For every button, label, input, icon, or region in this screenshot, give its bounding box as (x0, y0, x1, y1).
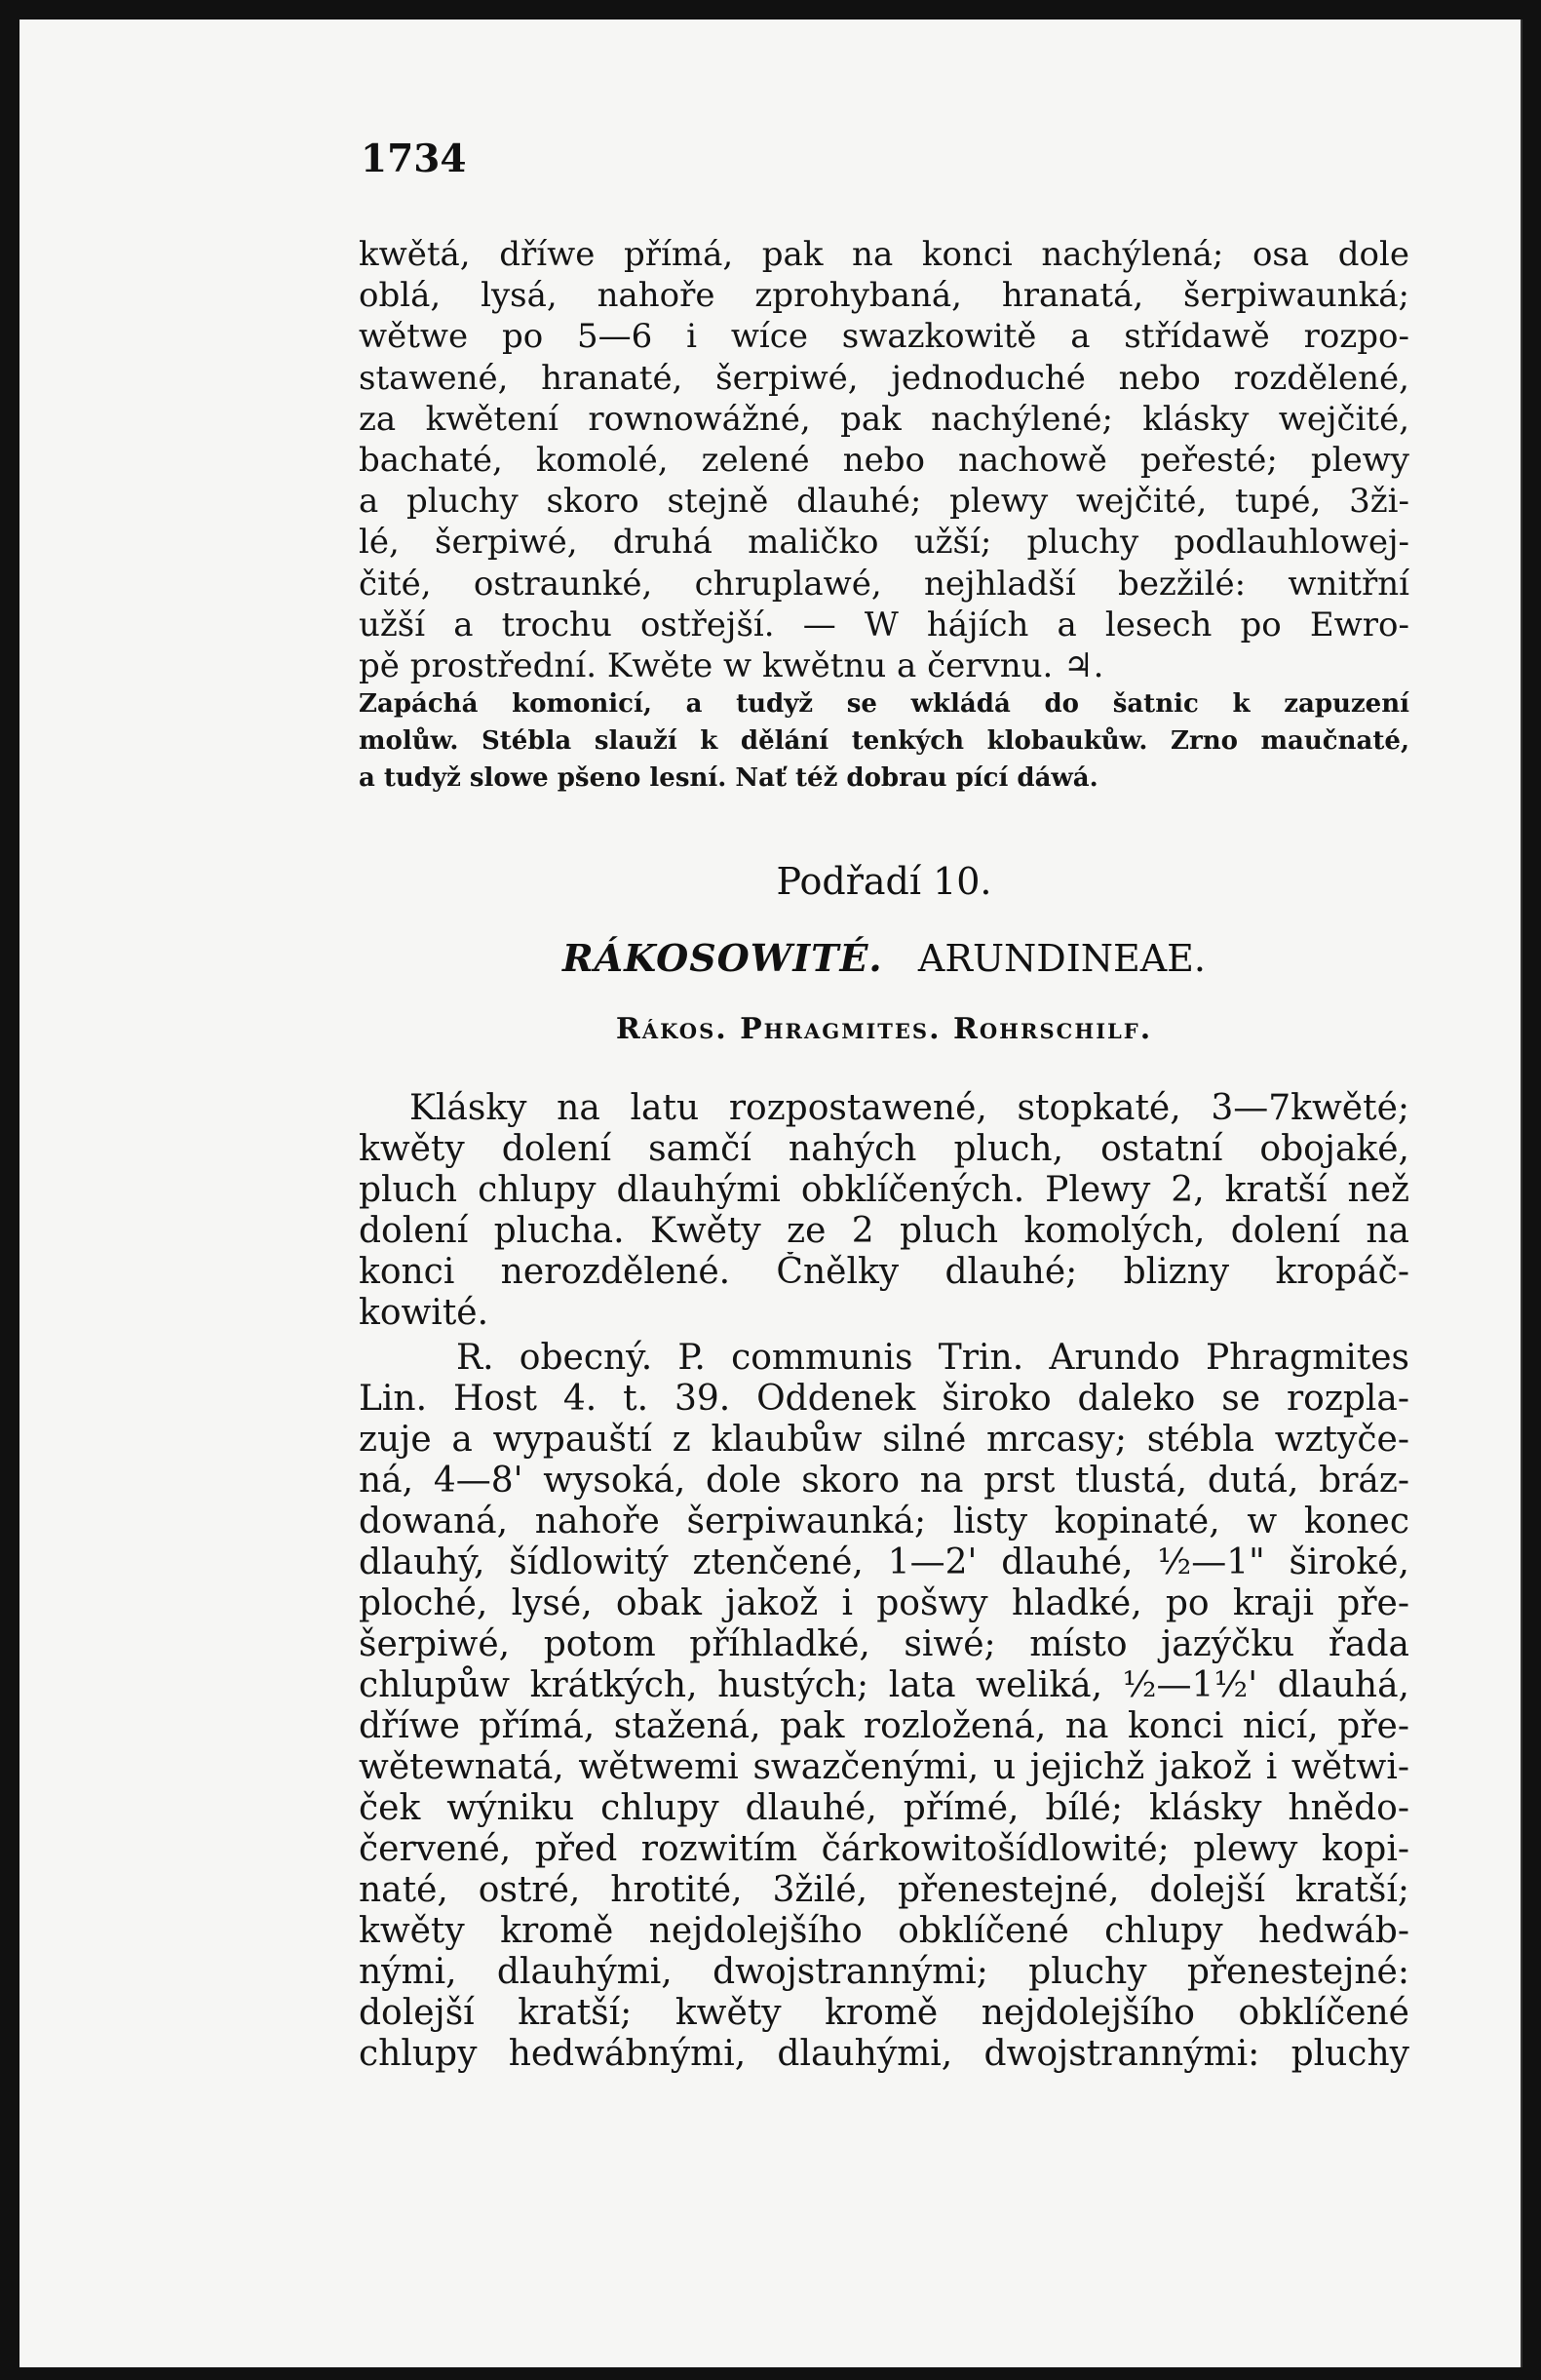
species-description (359, 1338, 1409, 2075)
text-line: kwěty kromě nejdolejšího obklíčené chlupy hedwáb- (359, 1911, 1409, 1951)
text-line: chlupůw krátkých, hustých; lata weliká, ½—1½' dlauhá, (359, 1665, 1409, 1705)
genus-description (359, 1088, 1409, 1334)
text-line: kwěty dolení samčí nahých pluch, ostatní obojaké, (359, 1129, 1409, 1169)
genus-heading: Rákos. Phragmites. Rohrschilf. (615, 1012, 1153, 1046)
text-line: wětwe po 5—6 i wíce swazkowitě a střídawě rozpo- (359, 317, 1409, 357)
text-line: naté, ostré, hrotité, 3žilé, přenestejné, dolejší kratší; (359, 1870, 1409, 1910)
text-line: dowaná, nahoře šerpiwaunká; listy kopinaté, w konec (359, 1502, 1409, 1541)
text-line: ček wýniku chlupy dlauhé, přímé, bílé; klásky hnědo- (359, 1788, 1409, 1828)
note-line: Zapáchá komonicí, a tudyž se wkládá do šatnic k zapuzení (359, 689, 1409, 719)
text-line: dolení plucha. Kwěty ze 2 pluch komolých, dolení na (359, 1211, 1409, 1251)
text-line: wětewnatá, wětwemi swazčenými, u jejichž jakož i wětwi- (359, 1747, 1409, 1787)
text-line: chlupy hedwábnými, dlauhými, dwojstrannými: pluchy (359, 2034, 1409, 2074)
family-heading (359, 936, 1409, 980)
text-line: konci nerozdělené. Čnělky dlauhé; blizny kropáč- (359, 1252, 1409, 1292)
usage-note (359, 685, 1409, 797)
text-line: ná, 4—8' wysoká, dole skoro na prst tlustá, dutá, bráz- (359, 1461, 1409, 1501)
text-line: šerpiwé, potom příhladké, siwé; místo jazýčku řada (359, 1624, 1409, 1664)
top-paragraph (359, 234, 1409, 686)
text-line: Lin. Host 4. t. 39. Oddenek široko daleko se rozpla- (359, 1379, 1409, 1419)
text-line: ploché, lysé, obak jakož i pošwy hladké, po kraji pře- (359, 1583, 1409, 1623)
text-line: pluch chlupy dlauhými obklíčených. Plewy 2, kratší než (359, 1170, 1409, 1210)
text-line: za kwětení rownowážné, pak nachýlené; klásky wejčité, (359, 399, 1409, 439)
text-line: pě prostřední. Kwěte w kwětnu a červnu. ♃. (359, 646, 1104, 686)
text-line: kwětá, dříwe přímá, pak na konci nachýlená; osa dole (359, 235, 1409, 274)
text-line: dlauhý, šídlowitý ztenčené, 1—2' dlauhé, ½—1" široké, (359, 1542, 1409, 1582)
note-line: a tudyž slowe pšeno lesní. Nať též dobrau pící dáwá. (359, 763, 1098, 793)
text-line: R. obecný. P. communis Trin. Arundo Phragmites (456, 1338, 1409, 1378)
book-page (19, 20, 1522, 2367)
text-line: dolejší kratší; kwěty kromě nejdolejšího obklíčené (359, 1993, 1409, 2033)
subtribe-heading: Podřadí 10. (776, 860, 992, 903)
text-line: dříwe přímá, stažená, pak rozložená, na konci nicí, pře- (359, 1706, 1409, 1746)
text-line: Klásky na latu rozpostawené, stopkaté, 3—7kwěté; (409, 1088, 1409, 1128)
text-line: nými, dlauhými, dwojstrannými; pluchy přenestejné: (359, 1952, 1409, 1992)
text-line: oblá, lysá, nahoře zprohybaná, hranatá, šerpiwaunká; (359, 276, 1409, 316)
text-line: bachaté, komolé, zelené nebo nachowě peřesté; plewy (359, 441, 1409, 481)
family-name-latin: ARUNDINEAE. (917, 937, 1206, 980)
text-line: lé, šerpiwé, druhá maličko užší; pluchy podlauhlowej- (359, 523, 1409, 563)
text-line: zuje a wypauští z klaubůw silné mrcasy; stébla wztyče- (359, 1420, 1409, 1460)
text-line: a pluchy skoro stejně dlauhé; plewy wejčité, tupé, 3ži- (359, 482, 1409, 522)
text-line: čité, ostraunké, chruplawé, nejhladší bezžilé: wnitřní (359, 564, 1409, 604)
text-line: červené, před rozwitím čárkowitošídlowité; plewy kopi- (359, 1829, 1409, 1869)
page-number: 1734 (361, 137, 467, 181)
text-line: užší a trochu ostřejší. — W hájích a lesech po Ewro- (359, 605, 1409, 644)
text-line: stawené, hranaté, šerpiwé, jednoduché nebo rozdělené, (359, 358, 1409, 398)
note-line: molůw. Stébla slauží k dělání tenkých klobaukůw. Zrno maučnaté, (359, 726, 1409, 756)
family-name-czech: RÁKOSOWITÉ. (562, 936, 883, 980)
text-line: kowité. (359, 1293, 489, 1333)
